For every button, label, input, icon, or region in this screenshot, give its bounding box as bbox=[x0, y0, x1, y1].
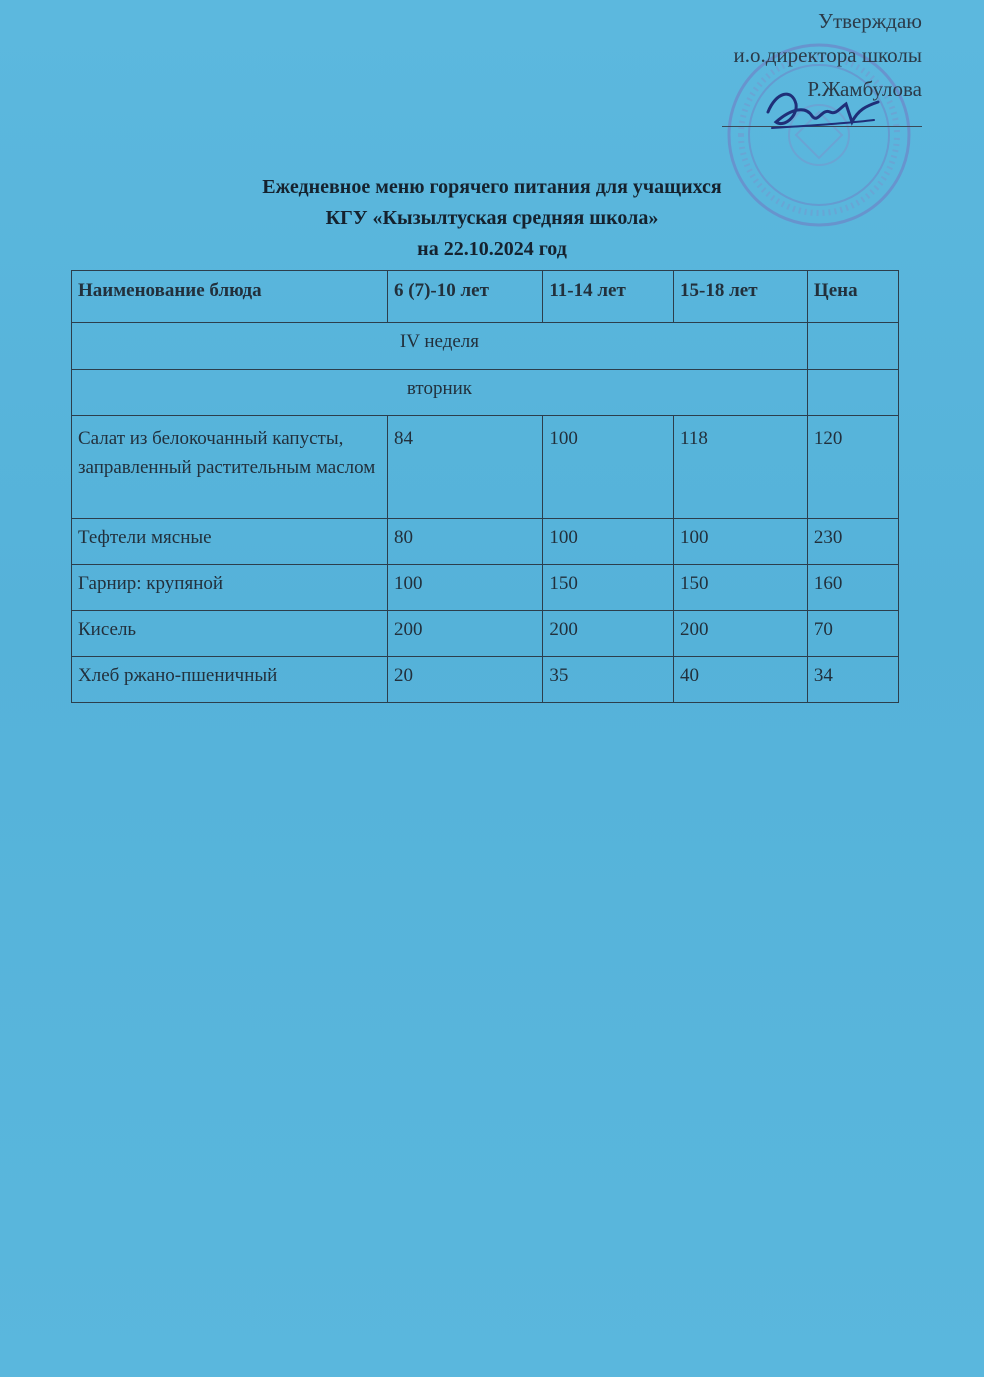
week-empty-cell bbox=[807, 323, 898, 370]
dish-name: Кисель bbox=[72, 611, 388, 657]
portion-15-18: 100 bbox=[674, 519, 808, 565]
portion-6-10: 20 bbox=[388, 657, 543, 703]
approval-line-2: и.о.директора школы bbox=[733, 43, 922, 67]
portion-11-14: 100 bbox=[543, 416, 674, 519]
table-header-row bbox=[72, 271, 899, 323]
week-row bbox=[72, 323, 899, 370]
header-price: Цена bbox=[807, 271, 898, 323]
table-row bbox=[72, 519, 899, 565]
header-dish-name: Наименование блюда bbox=[72, 271, 388, 323]
price: 120 bbox=[807, 416, 898, 519]
price: 70 bbox=[807, 611, 898, 657]
portion-15-18: 200 bbox=[674, 611, 808, 657]
portion-6-10: 200 bbox=[388, 611, 543, 657]
portion-6-10: 80 bbox=[388, 519, 543, 565]
price: 34 bbox=[807, 657, 898, 703]
header-age-15-18: 15-18 лет bbox=[674, 271, 808, 323]
handwritten-signature-icon bbox=[762, 82, 882, 134]
day-empty-cell bbox=[807, 370, 898, 416]
portion-15-18: 150 bbox=[674, 565, 808, 611]
dish-name: Тефтели мясные bbox=[72, 519, 388, 565]
dish-name: Хлеб ржано-пшеничный bbox=[72, 657, 388, 703]
portion-6-10: 84 bbox=[388, 416, 543, 519]
dish-name: Салат из белокочанный капусты, заправленный растительным маслом bbox=[72, 416, 388, 519]
portion-15-18: 40 bbox=[674, 657, 808, 703]
title-line-3: на 22.10.2024 год bbox=[417, 238, 567, 260]
portion-11-14: 150 bbox=[543, 565, 674, 611]
table-row bbox=[72, 565, 899, 611]
document-title bbox=[0, 172, 984, 265]
approval-line-3: Р.Жамбулова bbox=[807, 77, 922, 101]
day-row bbox=[72, 370, 899, 416]
portion-11-14: 35 bbox=[543, 657, 674, 703]
table-row bbox=[72, 416, 899, 519]
price: 230 bbox=[807, 519, 898, 565]
title-line-1: Ежедневное меню горячего питания для учащихся bbox=[262, 176, 722, 198]
day-label: вторник bbox=[72, 370, 808, 416]
header-age-6-10: 6 (7)-10 лет bbox=[388, 271, 543, 323]
header-age-11-14: 11-14 лет bbox=[543, 271, 674, 323]
table-row bbox=[72, 611, 899, 657]
price: 160 bbox=[807, 565, 898, 611]
portion-11-14: 100 bbox=[543, 519, 674, 565]
dish-name: Гарнир: крупяной bbox=[72, 565, 388, 611]
title-line-2: КГУ «Кызылтуская средняя школа» bbox=[325, 207, 659, 229]
menu-table bbox=[71, 270, 899, 703]
portion-15-18: 118 bbox=[674, 416, 808, 519]
portion-11-14: 200 bbox=[543, 611, 674, 657]
week-label: IV неделя bbox=[72, 323, 808, 370]
portion-6-10: 100 bbox=[388, 565, 543, 611]
approval-line-1: Утверждаю bbox=[818, 9, 922, 33]
table-row bbox=[72, 657, 899, 703]
